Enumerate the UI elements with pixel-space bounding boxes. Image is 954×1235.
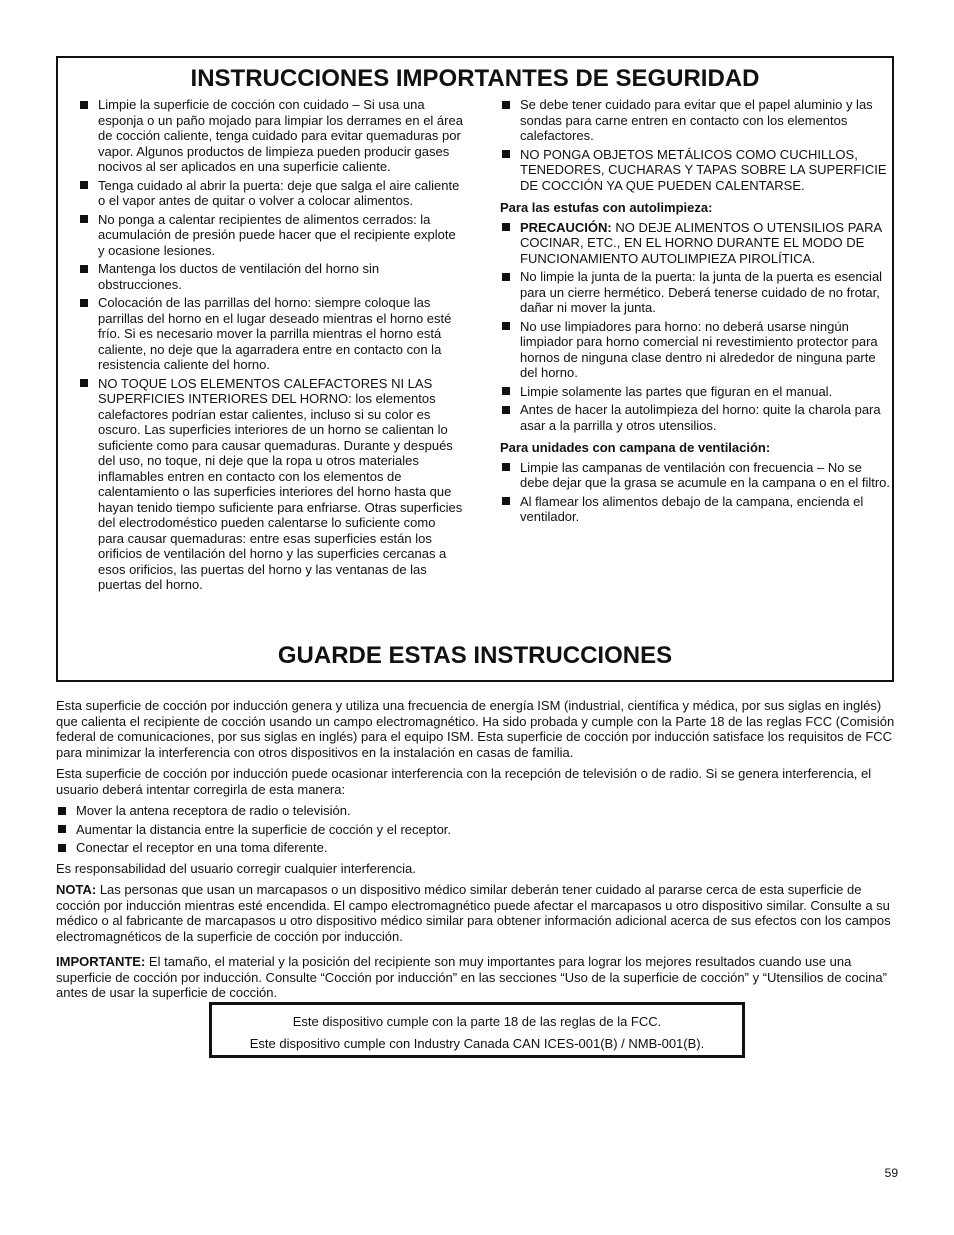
important-label: IMPORTANTE: [56, 954, 146, 969]
note-paragraph [56, 882, 898, 944]
remedy-list [56, 803, 898, 856]
bullet-square-icon [80, 181, 88, 189]
fcc-line-2: Este dispositivo cumple con Industry Canada CAN ICES-001(B) / NMB-001(B). [249, 1035, 705, 1051]
safety-item [78, 295, 464, 373]
safety-item-text: NO TOQUE LOS ELEMENTOS CALEFACTORES NI LAS SUPERFICIES INTERIORES DEL HORNO: los elementos calefactores podrían estar calientes, incluso si su color es oscuro. Las superficies interiores de un horno se calientan lo suficiente como para causar quemaduras. Durante y después del uso, no toque, ni deje que la ropa u otros materiales inflamables entren en contacto con los elementos de calentamiento o las superficies interiores del horno hasta que hayan tenido tiempo suficiente para enfriarse. Otras superficies del electrodoméstico pueden calentarse lo suficiente como para causar quemaduras: entre esas superficies están los orificios de ventilación del horno y las superficies cercanas a esos orificios, las puertas del horno y las ventanas de las puertas del horno. [98, 375, 463, 592]
safety-item-text: Se debe tener cuidado para evitar que el papel aluminio y las sondas para carne entren en contacto con los elementos calefactores. [520, 97, 873, 143]
important-paragraph [56, 954, 898, 1001]
safety-right-list [500, 97, 890, 193]
hood-item [500, 494, 890, 525]
bullet-square-icon [502, 497, 510, 505]
self-clean-item-text: Antes de hacer la autolimpieza del horno: quite la charola para asar a la parrilla y otros utensilios. [520, 402, 881, 433]
safety-item [78, 97, 464, 175]
safety-left-column [78, 97, 464, 596]
caution-text: NO DEJE ALIMENTOS O UTENSILIOS PARA COCINAR, ETC., EN EL HORNO DURANTE EL MODO DE FUNCIONAMIENTO AUTOLIMPIEZA PIROLÍTICA. [520, 219, 882, 266]
remedy-item [56, 840, 898, 856]
bullet-square-icon [502, 150, 510, 158]
self-clean-item [500, 319, 890, 381]
bullet-square-icon [502, 463, 510, 471]
safety-item-text: Limpie la superficie de cocción con cuidado – Si usa una esponja o un paño mojado para limpiar los derrames en el área de cocción caliente, tenga cuidado para evitar quemaduras por vapor. Algunos productos de limpieza pueden producir gases nocivos al ser aplicados en una superficie caliente. [98, 97, 463, 174]
remedy-item-text: Conectar el receptor en una toma diferente. [76, 840, 328, 855]
bullet-square-icon [80, 215, 88, 223]
safety-item [78, 212, 464, 259]
interference-paragraph: Esta superficie de cocción por inducción puede ocasionar interferencia con la recepción de televisión o de radio. Si se genera interferencia, el usuario deberá intentar corregirla de esta manera: [56, 766, 872, 797]
remedy-item [56, 803, 898, 819]
safety-item [500, 147, 890, 194]
self-clean-item [500, 402, 890, 433]
note-text: Las personas que usan un marcapasos o un dispositivo médico similar deberán tener cuidado al pararse cerca de esta superficie de cocción por inducción mientras esté encendida. El campo electromagnético puede afectar el marcapasos u otro dispositivo similar. Consulte a su médico o al fabricante de marcapasos u otro dispositivo médico similar para obtener información adicional acerca de sus efectos con los campos electromagnéticos de la superficie de cocción por inducción. [56, 882, 891, 944]
hood-list [500, 460, 890, 525]
bullet-square-icon [502, 387, 510, 395]
bullet-square-icon [502, 223, 510, 231]
bullet-square-icon [58, 844, 66, 852]
remedy-item-text: Aumentar la distancia entre la superficie de cocción y el receptor. [76, 821, 452, 837]
safety-item-text: Colocación de las parrillas del horno: siempre coloque las parrillas del horno en el lugar deseado mientras el horno esté frío. Si es necesario mover la parrilla mientras el horno está caliente, no deje que la agarradera entre en contacto con la resistencia caliente del horno. [98, 295, 452, 372]
hood-item-text: Limpie las campanas de ventilación con frecuencia – No se debe dejar que la grasa se acumule en la campana o en el filtro. [520, 459, 891, 490]
bullet-square-icon [80, 299, 88, 307]
remedy-item-text: Mover la antena receptora de radio o televisión. [76, 803, 351, 818]
safety-item-text: No ponga a calentar recipientes de alimentos cerrados: la acumulación de presión puede hacer que el recipiente explote y ocasione lesiones. [98, 211, 456, 258]
bullet-square-icon [502, 101, 510, 109]
save-instructions-title: GUARDE ESTAS INSTRUCCIONES [277, 642, 673, 669]
safety-item [78, 376, 464, 593]
page-number: 59 [884, 1166, 898, 1180]
note-label: NOTA: [56, 882, 97, 897]
safety-item [78, 178, 464, 209]
bullet-square-icon [58, 807, 66, 815]
fcc-compliance-box [209, 1002, 745, 1058]
bullet-square-icon [58, 825, 66, 833]
fcc-line-1: Este dispositivo cumple con la parte 18 de las reglas de la FCC. [292, 1014, 662, 1029]
self-clean-item [500, 269, 890, 316]
caution-label: PRECAUCIÓN: [520, 219, 612, 235]
responsibility-paragraph: Es responsabilidad del usuario corregir cualquier interferencia. [56, 860, 416, 876]
safety-item-text: Mantenga los ductos de ventilación del horno sin obstrucciones. [98, 261, 380, 292]
safety-item-text: NO PONGA OBJETOS METÁLICOS COMO CUCHILLOS, TENEDORES, CUCHARAS Y TAPAS SOBRE LA SUPERFICIE DE COCCIÓN YA QUE PUEDEN CALENTARSE. [520, 146, 887, 193]
bullet-square-icon [502, 406, 510, 414]
bullet-square-icon [502, 273, 510, 281]
safety-left-list [78, 97, 464, 593]
safety-item [500, 97, 890, 144]
important-text: El tamaño, el material y la posición del recipiente son muy importantes para lograr los mejores resultados cuando use una superficie de cocción por inducción. Consulte “Cocción por inducción” en las secciones “Uso de la superficie de cocción” y “Utensilios de cocina” antes de usar la superficie de cocción. [56, 954, 887, 1000]
hood-item [500, 460, 890, 491]
bullet-square-icon [80, 379, 88, 387]
remedy-item [56, 822, 898, 838]
bullet-square-icon [80, 265, 88, 273]
ism-paragraph: Esta superficie de cocción por inducción genera y utiliza una frecuencia de energía ISM (industrial, científica y médica, por sus siglas en inglés) que calienta el recipiente de cocción usando un campo electromagnético. Ha sido probada y cumple con la Parte 18 de las reglas FCC (Comisión federal de comunicaciones, por sus siglas en inglés) para el equipo ISM. Esta superficie de cocción por inducción satisface los requisitos de FCC para minimizar la interferencia con otros dispositivos en la instalación en casas de familia. [56, 698, 895, 760]
safety-title: INSTRUCCIONES IMPORTANTES DE SEGURIDAD [190, 65, 760, 92]
self-clean-item-text: Limpie solamente las partes que figuran en el manual. [520, 383, 833, 399]
safety-item [78, 261, 464, 292]
self-clean-item [500, 384, 890, 400]
bullet-square-icon [80, 101, 88, 109]
self-clean-heading: Para las estufas con autolimpieza: [500, 200, 713, 215]
self-clean-list [500, 220, 890, 434]
hood-heading: Para unidades con campana de ventilación: [500, 440, 771, 455]
safety-item-text: Tenga cuidado al abrir la puerta: deje que salga el aire caliente o el vapor antes de quitar o volver a colocar alimentos. [98, 177, 460, 208]
caution-item [500, 220, 890, 267]
safety-instructions-box [56, 56, 894, 682]
self-clean-item-text: No use limpiadores para horno: no deberá usarse ningún limpiador para horno comercial ni revestimiento protector para hornos de ninguna clase dentro ni alrededor de ninguna parte del horno. [520, 318, 878, 380]
self-clean-item-text: No limpie la junta de la puerta: la junta de la puerta es esencial para un cierre hermético. Deberá tenerse cuidado de no frotar, dañar ni mover la junta. [520, 269, 883, 315]
fcc-information [56, 698, 898, 1007]
safety-right-column [500, 97, 890, 528]
bullet-square-icon [502, 322, 510, 330]
hood-item-text: Al flamear los alimentos debajo de la campana, encienda el ventilador. [520, 493, 864, 524]
